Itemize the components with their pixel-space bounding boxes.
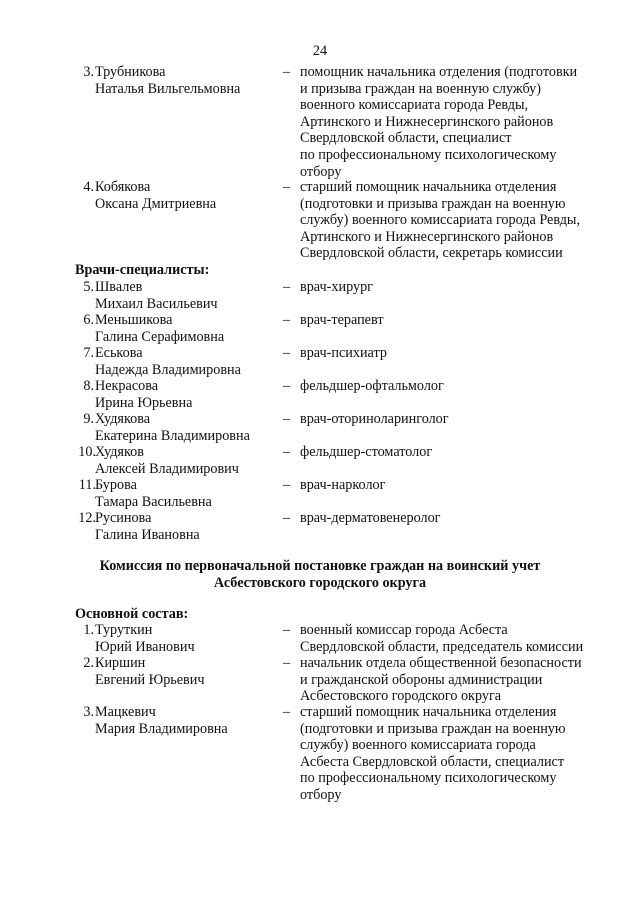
- item-number: 7.: [83, 345, 94, 361]
- person-name: [95, 312, 275, 345]
- item-number: 1.: [83, 622, 94, 638]
- role-line: врач-терапевт: [300, 312, 384, 328]
- name-line: Алексей Владимирович: [95, 460, 239, 477]
- name-line: Мацкевич: [95, 704, 156, 720]
- commission-title: [0, 558, 640, 591]
- person-name: [95, 704, 275, 737]
- person-name: [95, 622, 275, 655]
- role-line: военный комиссар города Асбеста: [300, 622, 508, 638]
- item-number: 3.: [83, 64, 94, 80]
- name-line: Меньшикова: [95, 312, 173, 328]
- person-name: [95, 655, 275, 688]
- item-number: 8.: [83, 378, 94, 394]
- dash-separator: –: [283, 64, 291, 80]
- role-line: службу) военного комиссариата города: [300, 737, 536, 754]
- name-line: Тамара Васильевна: [95, 493, 212, 510]
- name-line: Екатерина Владимировна: [95, 427, 250, 444]
- item-number: 6.: [83, 312, 94, 328]
- role-line: врач-хирург: [300, 279, 373, 295]
- role-line: отбору: [300, 786, 342, 803]
- role-line: Асбестовского городского округа: [300, 688, 502, 705]
- name-line: Надежда Владимировна: [95, 361, 241, 378]
- role-line: Асбеста Свердловской области, специалист: [300, 753, 565, 770]
- role-line: по профессиональному психологическому: [300, 770, 557, 787]
- role-line: врач-нарколог: [300, 477, 386, 493]
- person-role: [300, 64, 620, 180]
- person-role: [300, 378, 620, 395]
- name-line: Бурова: [95, 477, 137, 493]
- person-name: [95, 279, 275, 312]
- item-number: 10.: [78, 444, 96, 460]
- dash-separator: –: [283, 704, 291, 720]
- name-line: Евгений Юрьевич: [95, 671, 205, 688]
- role-line: Свердловской области, специалист: [300, 130, 512, 147]
- name-line: Худякова: [95, 411, 151, 427]
- role-line: старший помощник начальника отделения: [300, 704, 557, 720]
- person-name: [95, 345, 275, 378]
- person-name: [95, 64, 275, 97]
- name-line: Галина Серафимовна: [95, 328, 225, 345]
- person-name: [95, 477, 275, 510]
- person-role: [300, 179, 620, 262]
- name-line: Еськова: [95, 345, 143, 361]
- person-role: [300, 510, 620, 527]
- dash-separator: –: [283, 655, 291, 671]
- person-name: [95, 510, 275, 543]
- person-role: [300, 345, 620, 362]
- name-line: Некрасова: [95, 378, 159, 394]
- role-line: врач-дерматовенеролог: [300, 510, 441, 526]
- name-line: Михаил Васильевич: [95, 295, 218, 312]
- person-name: [95, 411, 275, 444]
- role-line: службу) военного комиссариата города Ревды,: [300, 212, 580, 229]
- page-number: 24: [312, 43, 328, 59]
- commission-title-line: Комиссия по первоначальной постановке граждан на воинский учет: [99, 558, 541, 574]
- name-line: Наталья Вильгельмовна: [95, 80, 241, 97]
- name-line: Оксана Дмитриевна: [95, 195, 217, 212]
- role-line: врач-психиатр: [300, 345, 387, 361]
- item-number: 12.: [78, 510, 96, 526]
- role-line: и гражданской обороны администрации: [300, 671, 543, 688]
- name-line: Трубникова: [95, 64, 166, 80]
- role-line: отбору: [300, 163, 342, 180]
- role-line: начальник отдела общественной безопасности: [300, 655, 582, 671]
- commission-title-line: Асбестовского городского округа: [213, 574, 427, 591]
- role-line: фельдшер-офтальмолог: [300, 378, 444, 394]
- person-name: [95, 444, 275, 477]
- name-line: Мария Владимировна: [95, 720, 228, 737]
- role-line: (подготовки и призыва граждан на военную: [300, 195, 566, 212]
- role-line: старший помощник начальника отделения: [300, 179, 557, 195]
- person-role: [300, 655, 620, 705]
- name-line: Киршин: [95, 655, 146, 671]
- dash-separator: –: [283, 345, 291, 361]
- dash-separator: –: [283, 510, 291, 526]
- role-line: фельдшер-стоматолог: [300, 444, 433, 460]
- item-number: 4.: [83, 179, 94, 195]
- name-line: Кобякова: [95, 179, 151, 195]
- role-line: помощник начальника отделения (подготовки: [300, 64, 578, 80]
- role-line: Артинского и Нижнесергинского районов: [300, 228, 554, 245]
- person-name: [95, 179, 275, 212]
- person-role: [300, 704, 620, 804]
- name-line: Галина Ивановна: [95, 526, 200, 543]
- person-role: [300, 312, 620, 329]
- dash-separator: –: [283, 279, 291, 295]
- name-line: Туруткин: [95, 622, 153, 638]
- person-role: [300, 411, 620, 428]
- person-name: [95, 378, 275, 411]
- item-number: 2.: [83, 655, 94, 671]
- doctors-heading: Врачи-специалисты:: [75, 262, 210, 278]
- role-line: по профессиональному психологическому: [300, 146, 557, 163]
- name-line: Ирина Юрьевна: [95, 394, 193, 411]
- dash-separator: –: [283, 411, 291, 427]
- person-role: [300, 444, 620, 461]
- person-role: [300, 622, 620, 655]
- name-line: Худяков: [95, 444, 144, 460]
- item-number: 5.: [83, 279, 94, 295]
- role-line: Свердловской области, секретарь комиссии: [300, 245, 563, 262]
- name-line: Юрий Иванович: [95, 638, 195, 655]
- role-line: (подготовки и призыва граждан на военную: [300, 720, 566, 737]
- person-role: [300, 279, 620, 296]
- role-line: Артинского и Нижнесергинского районов: [300, 113, 554, 130]
- main-composition-heading: Основной состав:: [75, 606, 189, 622]
- role-line: и призыва граждан на военную службу): [300, 80, 541, 97]
- item-number: 3.: [83, 704, 94, 720]
- item-number: 11.: [78, 477, 96, 493]
- dash-separator: –: [283, 622, 291, 638]
- name-line: Швалев: [95, 279, 143, 295]
- dash-separator: –: [283, 378, 291, 394]
- item-number: 9.: [83, 411, 94, 427]
- role-line: врач-оториноларинголог: [300, 411, 449, 427]
- dash-separator: –: [283, 444, 291, 460]
- person-role: [300, 477, 620, 494]
- dash-separator: –: [283, 179, 291, 195]
- role-line: военного комиссариата города Ревды,: [300, 97, 529, 114]
- name-line: Русинова: [95, 510, 152, 526]
- role-line: Свердловской области, председатель комиссии: [300, 638, 584, 655]
- dash-separator: –: [283, 312, 291, 328]
- dash-separator: –: [283, 477, 291, 493]
